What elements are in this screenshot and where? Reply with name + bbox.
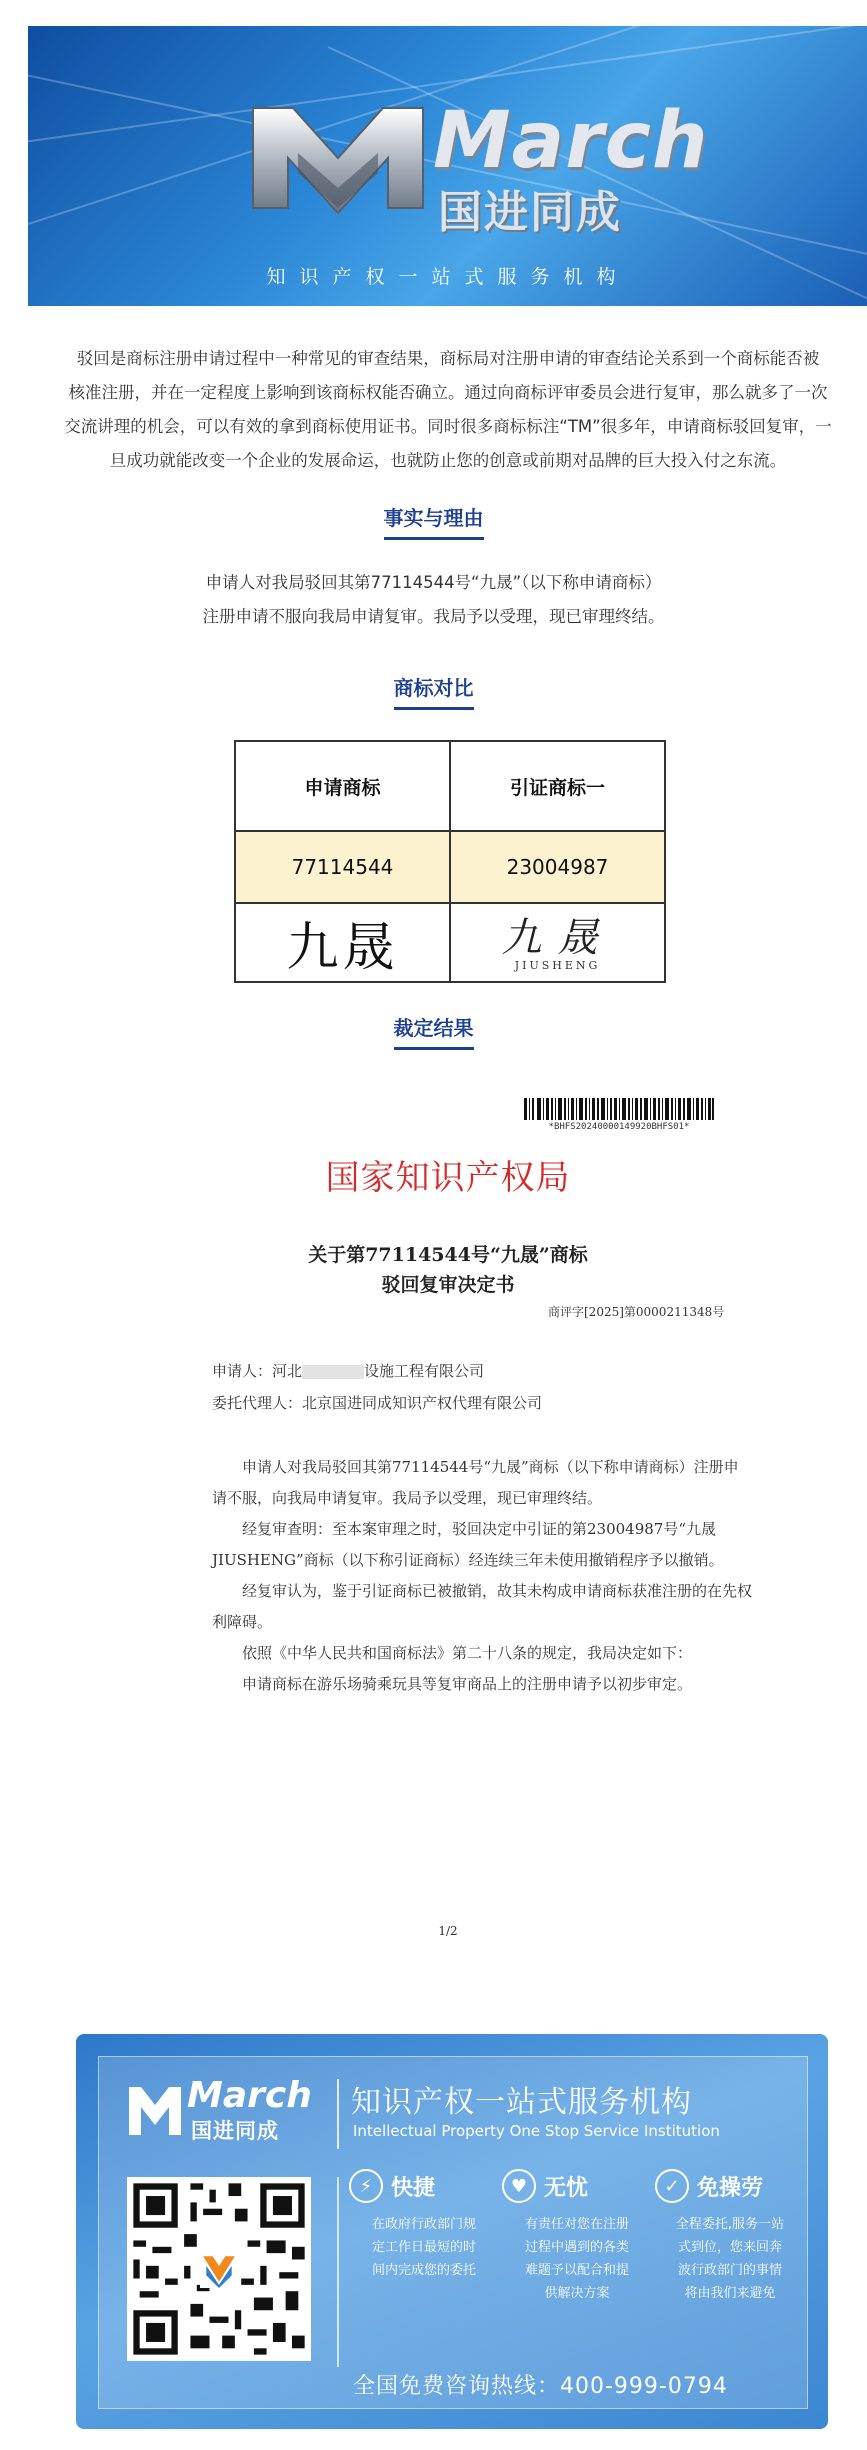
footer-brand-cn: 国进同成 <box>191 2119 279 2143</box>
qr-code-icon <box>127 2177 311 2361</box>
cited-mark-image: 九晟 JIUSHENG <box>450 903 665 982</box>
footer-subtitle: Intellectual Property One Stop Service Institution <box>353 2122 720 2140</box>
agent-line: 委托代理人：北京国进同成知识产权代理有限公司 <box>212 1394 543 1412</box>
footer-brand-en: March <box>187 2075 312 2116</box>
decision-body <box>212 1452 752 1700</box>
hotline-text: 全国免费咨询热线：400-999-0794 <box>353 2374 728 2399</box>
header-banner <box>28 26 867 306</box>
decision-paragraph: 申请商标在游乐场骑乘玩具等复审商品上的注册申请予以初步审定。 <box>242 1675 693 1693</box>
decision-document <box>28 1090 867 2010</box>
decision-paragraph: 经复审认为，鉴于引证商标已被撤销，故其未构成申请商标获准注册的在先权利障碍。 <box>212 1582 753 1631</box>
document-number: 商评字[2025]第0000211348号 <box>548 1305 725 1319</box>
applied-mark-number: 77114544 <box>235 831 450 903</box>
redacted-text <box>302 1365 364 1379</box>
feature-fast: ⚡ 快捷 在政府行政部门规 定工作日最短的时 间内完成您的委托 <box>349 2169 499 2282</box>
agency-name: 国家知识产权局 <box>325 1158 571 1198</box>
footer-vertical-divider <box>337 2177 339 2367</box>
decision-title-line1: 关于第77114544号“九晟”商标 <box>308 1244 588 1266</box>
section-title-facts: 事实与理由 <box>0 502 867 540</box>
intro-line: 旦成功就能改变一个企业的发展命运，也就防止您的创意或前期对品牌的巨大投入付之东流。 <box>109 451 787 470</box>
feature-worry-free: ♥ 无忧 有责任对您在注册 过程中遇到的各类 难题予以配合和提 供解决方案 <box>502 2169 652 2305</box>
brand-name-en: March <box>433 96 709 186</box>
feature-hassle-free: ✓ 免操劳 全程委托,服务一站 式到位，您来回奔 波行政部门的事情 将由我们来避免 <box>655 2169 805 2305</box>
footer-inner-panel <box>98 2056 808 2409</box>
compare-header-cited: 引证商标一 <box>450 741 665 831</box>
decision-paragraph: 依照《中华人民共和国商标法》第二十八条的规定，我局决定如下： <box>242 1644 693 1662</box>
footer-divider <box>337 2079 339 2149</box>
brand-name-cn: 国进同成 <box>438 187 622 238</box>
footer-title: 知识产权一站式服务机构 <box>351 2085 692 2120</box>
banner-slogan: 知识产权一站式服务机构 <box>266 266 630 288</box>
cited-mark-number: 23004987 <box>450 831 665 903</box>
facts-line: 注册申请不服向我局申请复审。我局予以受理，现已审理终结。 <box>202 607 665 626</box>
lightning-icon: ⚡ <box>349 2169 383 2203</box>
intro-line: 交流讲理的机会，可以有效的拿到商标使用证书。同时很多商标标注“TM”很多年，申请商标驳回复审，一 <box>64 417 832 436</box>
applied-mark-image: 九晟 <box>235 903 450 982</box>
intro-line: 驳回是商标注册申请过程中一种常见的审查结果，商标局对注册申请的审查结论关系到一个商标能否被 <box>76 349 820 368</box>
march-logo-icon <box>127 2079 183 2141</box>
section-title-result: 裁定结果 <box>0 1012 867 1050</box>
facts-text <box>0 566 867 634</box>
decision-title-line2: 驳回复审决定书 <box>381 1274 515 1296</box>
footer-ad-card <box>76 2034 828 2429</box>
barcode-icon <box>524 1098 714 1120</box>
applicant-line: 申请人：河北 设施工程有限公司 <box>212 1362 485 1380</box>
barcode-text: *BHFS20240000149920BHFS01* <box>548 1122 690 1132</box>
trademark-compare-table <box>234 740 666 983</box>
intro-line: 核准注册，并在一定程度上影响到该商标权能否确立。通过向商标评审委员会进行复审，那么就多了一次 <box>68 383 828 402</box>
march-logo-icon <box>243 88 433 228</box>
thumbs-up-icon: ✓ <box>655 2169 689 2203</box>
decision-paragraph: 经复审查明：至本案审理之时，驳回决定中引证的第23004987号“九晟JIUSHENG”商标（以下称引证商标）经连续三年未使用撤销程序予以撤销。 <box>212 1520 724 1569</box>
heart-icon: ♥ <box>502 2169 536 2203</box>
compare-header-applied: 申请商标 <box>235 741 450 831</box>
intro-paragraph <box>28 342 867 478</box>
decision-paragraph: 申请人对我局驳回其第77114544号“九晟”商标（以下称申请商标）注册申请不服，向我局申请复审。我局予以受理，现已审理终结。 <box>212 1458 739 1507</box>
facts-line: 申请人对我局驳回其第77114544号“九晟”（以下称申请商标） <box>205 573 662 592</box>
page-number: 1/2 <box>438 1924 458 1938</box>
section-title-compare: 商标对比 <box>0 672 867 710</box>
